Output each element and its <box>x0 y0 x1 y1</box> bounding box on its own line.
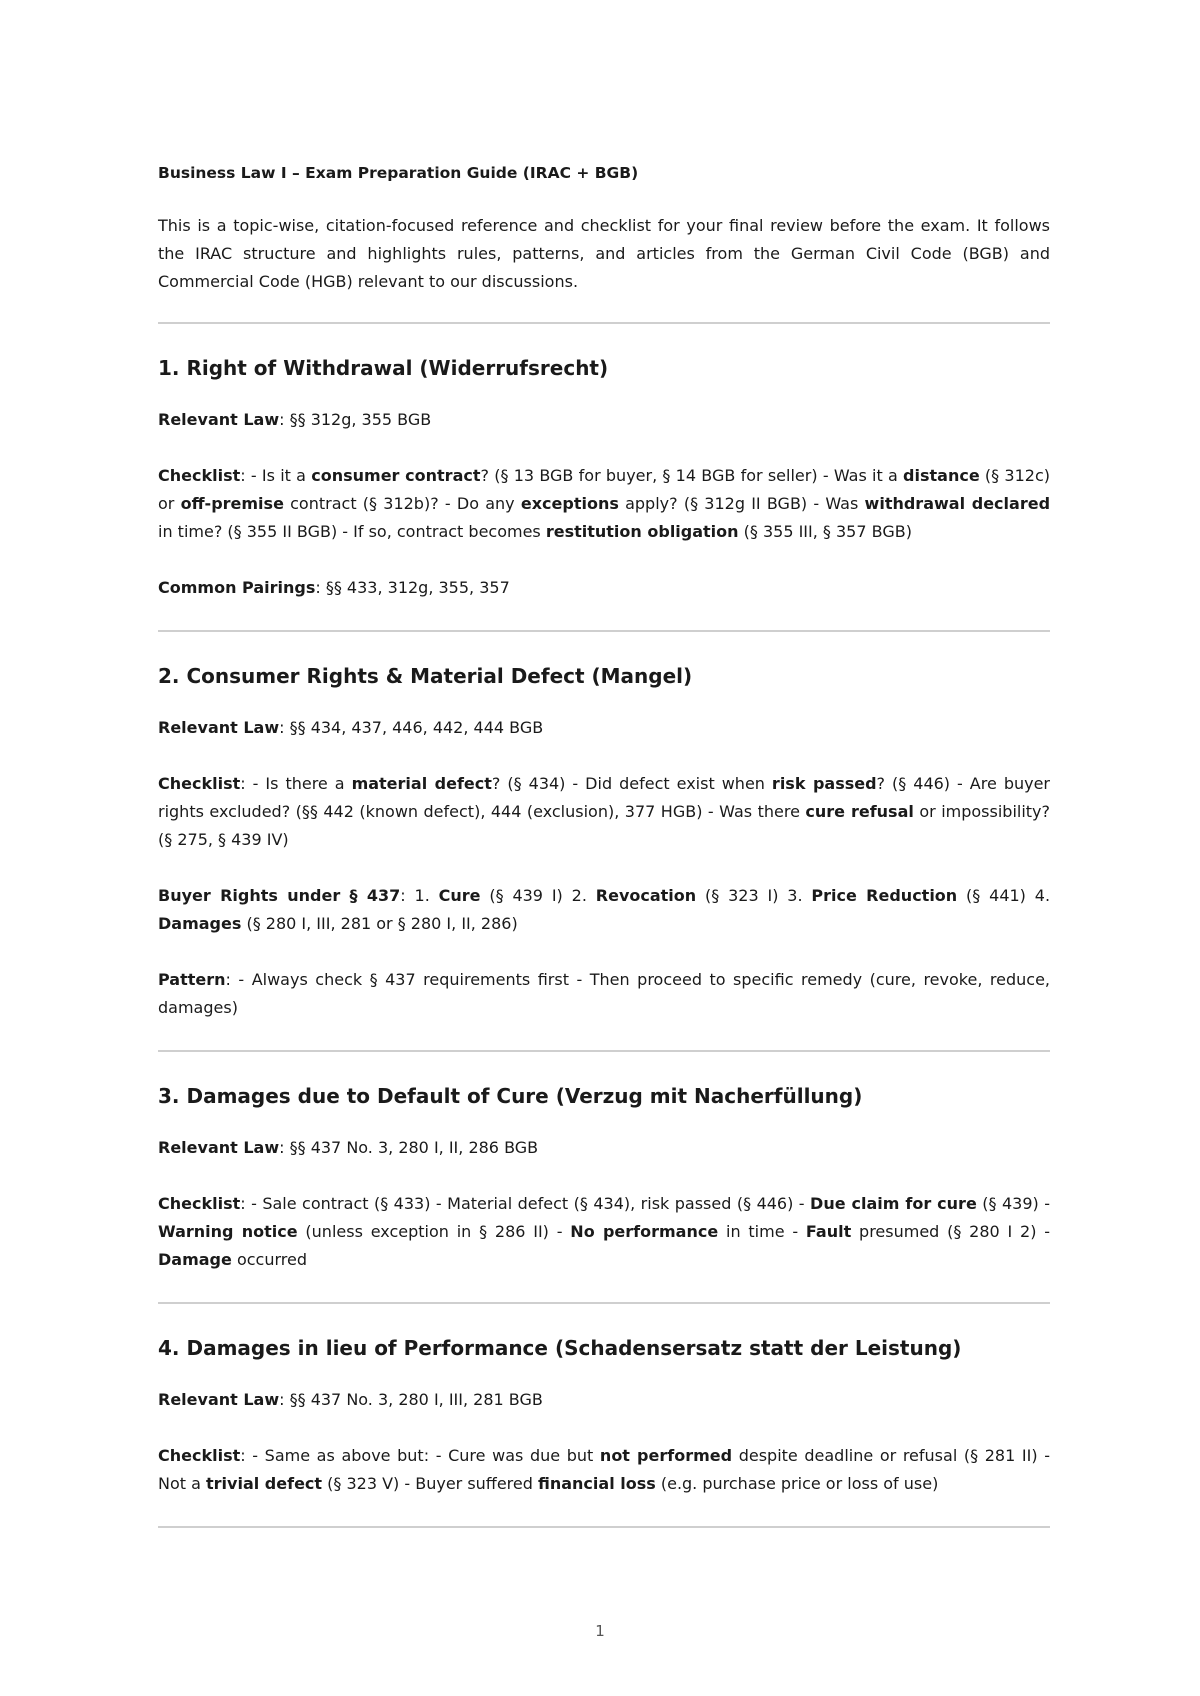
bold-term: Fault <box>805 1222 852 1241</box>
bold-term: risk passed <box>771 774 877 793</box>
text-run: (§ 441) 4. <box>957 886 1051 905</box>
bold-term: consumer contract <box>311 466 481 485</box>
text-run: (§ 439) - <box>976 1194 1051 1213</box>
text-run: occurred <box>231 1250 307 1269</box>
text-run: : - Is it a <box>240 466 312 485</box>
bold-term: Buyer Rights under § 437 <box>158 886 401 905</box>
section-divider <box>158 1302 1050 1304</box>
bold-term: Checklist <box>158 1446 241 1465</box>
bold-term: Checklist <box>158 774 241 793</box>
bold-term: withdrawal declared <box>864 494 1051 513</box>
section-paragraph <box>158 1190 1050 1274</box>
section-paragraph <box>158 574 1050 602</box>
page-number: 1 <box>595 1622 605 1640</box>
bold-term: Cure <box>438 886 481 905</box>
section-paragraph <box>158 1134 1050 1162</box>
bold-term: financial loss <box>537 1474 656 1493</box>
section-divider <box>158 1526 1050 1528</box>
text-run: (e.g. purchase price or loss of use) <box>655 1474 939 1493</box>
text-run: ? (§ 434) - Did defect exist when <box>491 774 772 793</box>
bold-term: restitution obligation <box>545 522 739 541</box>
text-run: (§ 323 I) 3. <box>696 886 812 905</box>
bold-term: material defect <box>351 774 492 793</box>
bold-term: cure refusal <box>805 802 914 821</box>
document-title: Business Law I – Exam Preparation Guide (IRAC + BGB) <box>158 164 639 182</box>
section-heading: 3. Damages due to Default of Cure (Verzug mit Nacherfüllung) <box>158 1084 863 1108</box>
bold-term: Relevant Law <box>158 718 280 737</box>
bold-term: Relevant Law <box>158 410 280 429</box>
bold-term: Checklist <box>158 466 241 485</box>
text-run: (§ 312c) or <box>158 466 1051 513</box>
text-run: : §§ 437 No. 3, 280 I, III, 281 BGB <box>279 1390 543 1409</box>
text-run: : §§ 312g, 355 BGB <box>279 410 432 429</box>
bold-term: Warning notice <box>158 1222 298 1241</box>
section-divider <box>158 1050 1050 1052</box>
section-heading: 2. Consumer Rights & Material Defect (Mangel) <box>158 664 693 688</box>
text-run: (§ 323 V) - Buyer suffered <box>322 1474 538 1493</box>
bold-term: trivial defect <box>206 1474 323 1493</box>
text-run: contract (§ 312b)? - Do any <box>283 494 521 513</box>
text-run: : 1. <box>400 886 439 905</box>
bold-term: Price Reduction <box>811 886 958 905</box>
bold-term: Common Pairings <box>158 578 316 597</box>
text-run: : - Is there a <box>240 774 352 793</box>
bold-term: off-premise <box>180 494 284 513</box>
text-run: : §§ 434, 437, 446, 442, 444 BGB <box>279 718 544 737</box>
text-run: : §§ 433, 312g, 355, 357 <box>315 578 510 597</box>
text-run: : - Same as above but: - Cure was due but <box>240 1446 600 1465</box>
section-paragraph <box>158 1386 1050 1414</box>
text-run: : - Always check § 437 requirements first - Then proceed to specific remedy (cure, revoke, reduce, damages) <box>158 970 1050 1017</box>
bold-term: Checklist <box>158 1194 241 1213</box>
bold-term: Relevant Law <box>158 1138 280 1157</box>
bold-term: Pattern <box>158 970 226 989</box>
section-paragraph <box>158 406 1050 434</box>
section-divider <box>158 630 1050 632</box>
section-paragraph <box>158 882 1050 938</box>
text-run: (§ 439 I) 2. <box>480 886 596 905</box>
bold-term: Revocation <box>595 886 697 905</box>
bold-term: Damages <box>158 914 242 933</box>
intro-paragraph: This is a topic-wise, citation-focused reference and checklist for your final review before the exam. It follows the IRAC structure and highlights rules, patterns, and articles from the German Civil Code (BGB) and Commercial Code (HGB) relevant to our discussions. <box>158 216 1050 291</box>
text-run: or impossibility? (§ 275, § 439 IV) <box>158 802 1051 849</box>
bold-term: Due claim for cure <box>810 1194 977 1213</box>
section-paragraph <box>158 462 1050 546</box>
bold-term: exceptions <box>520 494 619 513</box>
text-run: presumed (§ 280 I 2) - <box>851 1222 1051 1241</box>
text-run: in time? (§ 355 II BGB) - If so, contract becomes <box>158 522 546 541</box>
bold-term: not performed <box>599 1446 733 1465</box>
text-run: despite deadline or refusal (§ 281 II) - Not a <box>158 1446 1050 1493</box>
section-paragraph <box>158 1442 1050 1498</box>
text-run: ? (§ 13 BGB for buyer, § 14 BGB for seller) - Was it a <box>480 466 904 485</box>
text-run: in time - <box>718 1222 806 1241</box>
section-heading: 1. Right of Withdrawal (Widerrufsrecht) <box>158 356 609 380</box>
bold-term: distance <box>903 466 980 485</box>
document-page <box>158 164 1050 1558</box>
text-run: apply? (§ 312g II BGB) - Was <box>618 494 865 513</box>
text-run: : §§ 437 No. 3, 280 I, II, 286 BGB <box>279 1138 539 1157</box>
bold-term: Relevant Law <box>158 1390 280 1409</box>
bold-term: Damage <box>158 1250 232 1269</box>
text-run: ? (§ 446) - Are buyer rights excluded? (§§ 442 (known defect), 444 (exclusion), 377 HGB) - Was there <box>158 774 1050 821</box>
text-run: (unless exception in § 286 II) - <box>297 1222 571 1241</box>
text-run: (§ 355 III, § 357 BGB) <box>738 522 912 541</box>
section-paragraph <box>158 714 1050 742</box>
text-run: : - Sale contract (§ 433) - Material defect (§ 434), risk passed (§ 446) - <box>240 1194 811 1213</box>
section-paragraph <box>158 966 1050 1022</box>
sections-container <box>158 322 1050 1528</box>
text-run: (§ 280 I, III, 281 or § 280 I, II, 286) <box>241 914 518 933</box>
bold-term: No performance <box>570 1222 719 1241</box>
section-paragraph <box>158 770 1050 854</box>
section-divider <box>158 322 1050 324</box>
section-heading: 4. Damages in lieu of Performance (Schadensersatz statt der Leistung) <box>158 1336 962 1360</box>
